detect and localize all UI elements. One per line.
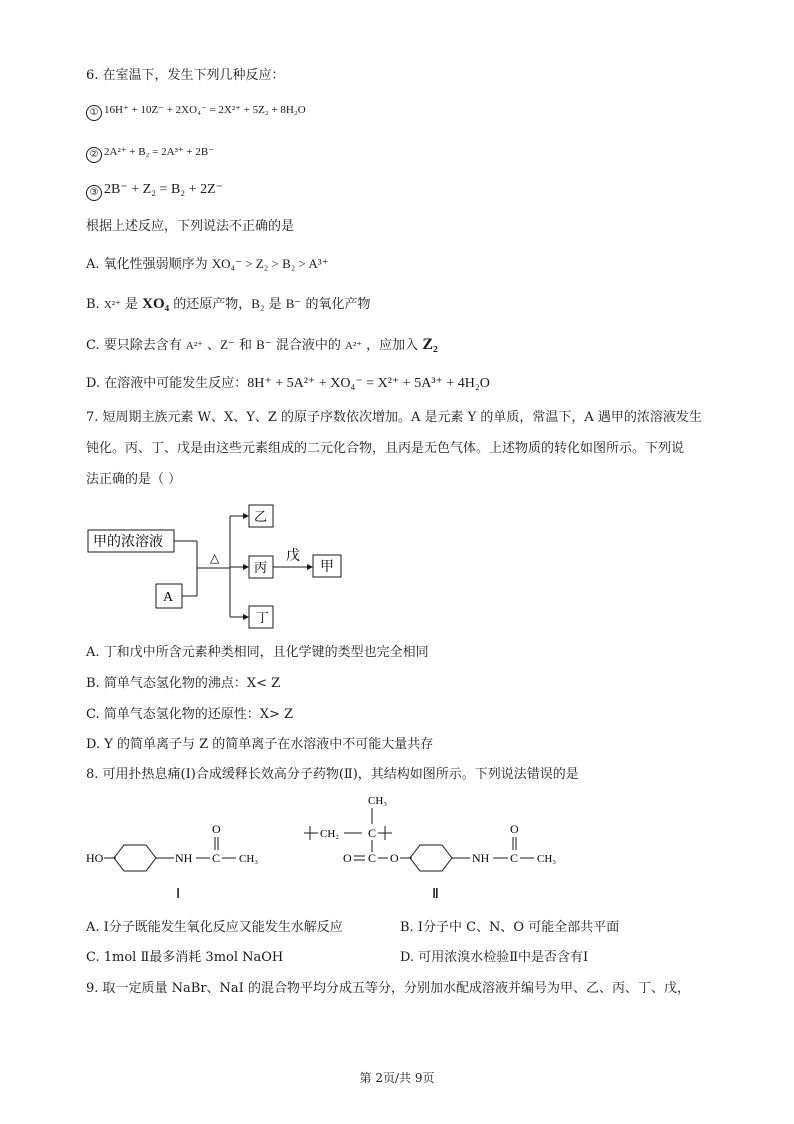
label-a: A bbox=[163, 590, 174, 605]
structure-2 bbox=[304, 795, 556, 902]
q7-option-a: A. 丁和戊中所含元素种类相同，且化学键的类型也完全相同 bbox=[86, 645, 429, 660]
structure-2-label: Ⅱ bbox=[432, 887, 439, 902]
s2-c-ester: C bbox=[368, 851, 377, 865]
q6-option-a: A. 氧化性强弱顺序为 XO₄⁻ > Z₂ > B₂ > A³⁺ bbox=[86, 256, 329, 272]
q7-option-d: D. Y 的简单离子与 Z 的简单离子在水溶液中不可能大量共存 bbox=[86, 737, 434, 752]
page-footer: 第 2页/共 9页 bbox=[359, 1071, 435, 1085]
s1-ch3: CH₃ bbox=[239, 853, 259, 865]
s2-c: C bbox=[510, 851, 519, 865]
q6-stem: 6. 在室温下，发生下列几种反应： bbox=[86, 68, 285, 83]
s2-ch2: CH₂ bbox=[320, 828, 340, 840]
s2-benzene-ring bbox=[410, 845, 452, 871]
s2-nh: NH bbox=[472, 851, 490, 865]
q7-option-b: B. 简单气态氢化物的沸点：X< Z bbox=[86, 676, 281, 691]
q6-r1-number: ① bbox=[86, 105, 102, 121]
s2-o-double: O bbox=[343, 851, 352, 865]
q9-line-1: 9. 取一定质量 NaBr、NaI 的混合物平均分成五等分，分别加水配成溶液并编号为甲、乙、丙、丁、戊， bbox=[86, 981, 690, 996]
label-jia-solution: 甲的浓溶液 bbox=[93, 535, 163, 550]
label-ding: 丁 bbox=[256, 610, 270, 625]
s1-benzene-ring bbox=[114, 845, 156, 871]
structure-1-label: Ⅰ bbox=[176, 887, 181, 902]
label-bing: 丙 bbox=[254, 560, 268, 575]
label-jia: 甲 bbox=[320, 560, 334, 575]
q6-reaction-1: ① 16H⁺ + 10Z⁻ + 2XO₄⁻ = 2X²⁺ + 5Z₂ + 8H₂O bbox=[86, 102, 306, 121]
s1-c: C bbox=[212, 851, 221, 865]
q8-option-c: C. 1mol Ⅱ最多消耗 3mol NaOH bbox=[86, 950, 284, 965]
q7-line-1: 7. 短周期主族元素 W、X、Y、Z 的原子序数依次增加。A 是元素 Y 的单质，常温下，A 遇甲的浓溶液发生 bbox=[86, 410, 702, 425]
s2-o: O bbox=[510, 822, 519, 836]
structure-1 bbox=[86, 822, 258, 902]
s2-ch3: CH₃ bbox=[537, 853, 557, 865]
s2-ch3-top: CH₃ bbox=[368, 795, 388, 807]
q7-line-2: 钝化。丙、丁、戊是由这些元素组成的二元化合物，且丙是无色气体。上述物质的转化如图所示。下列说 bbox=[86, 441, 685, 456]
label-wu: 戊 bbox=[286, 549, 300, 564]
q6-option-d: D. 在溶液中可能发生反应：8H⁺ + 5A²⁺ + XO₄⁻ = X²⁺ + 5A³⁺ + 4H₂O bbox=[86, 376, 490, 391]
q8-option-b: B. Ⅰ分子中 C、N、O 可能全部共平面 bbox=[400, 920, 620, 935]
s1-o: O bbox=[212, 822, 221, 836]
q6-r3-number: ③ bbox=[86, 185, 102, 201]
label-yi: 乙 bbox=[254, 509, 268, 524]
q6-option-c: C. 要只除去含有 A²⁺ 、Z⁻ 和 B⁻ 混合液中的 A²⁺ ，应加入 Z₂ bbox=[86, 336, 438, 353]
q6-reaction-2: ② 2A²⁺ + B₂ = 2A³⁺ + 2B⁻ bbox=[86, 144, 214, 163]
q6-option-b: B. X²⁺ 是 XO₄ 的还原产物，B₂ 是 B⁻ 的氧化产物 bbox=[86, 296, 371, 312]
q6-question: 根据上述反应，下列说法不正确的是 bbox=[86, 219, 295, 234]
s2-o-link: O bbox=[390, 851, 399, 865]
heat-symbol: △ bbox=[210, 551, 220, 565]
s1-nh: NH bbox=[175, 851, 193, 865]
q7-line-3: 法正确的是（ ） bbox=[86, 472, 182, 487]
q8-option-a: A. Ⅰ分子既能发生氧化反应又能发生水解反应 bbox=[86, 920, 343, 935]
q7-option-c: C. 简单气态氢化物的还原性：X> Z bbox=[86, 707, 294, 722]
q8-stem: 8. 可用扑热息痛(Ⅰ)合成缓释长效高分子药物(Ⅱ)，其结构如图所示。下列说法错误的是 bbox=[86, 767, 579, 782]
s1-ho: HO bbox=[86, 851, 104, 865]
s2-c-main: C bbox=[368, 826, 377, 840]
q6-reaction-3: ③ 2B⁻ + Z₂ = B₂ + 2Z⁻ bbox=[86, 182, 223, 201]
q8-option-d: D. 可用浓溴水检验Ⅱ中是否含有Ⅰ bbox=[400, 950, 589, 965]
q6-r2-number: ② bbox=[86, 147, 102, 163]
